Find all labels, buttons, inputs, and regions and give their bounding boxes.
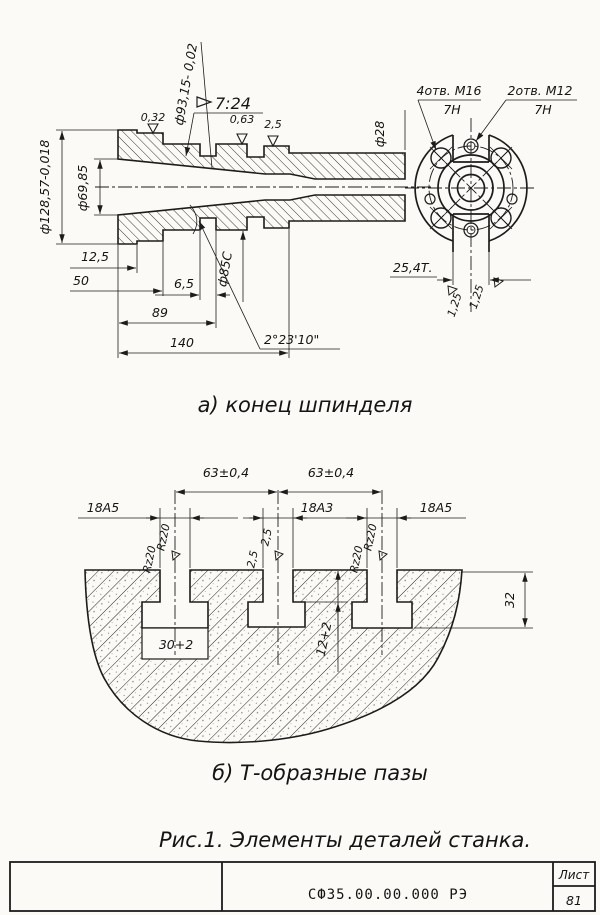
dim-label-width-left: 18А5	[86, 500, 120, 515]
flange-end-view	[390, 83, 577, 319]
sheet-label: Лист	[558, 868, 590, 882]
spindle-upper-section	[118, 130, 405, 179]
callout-m12-label: 2отв. М12	[507, 83, 573, 98]
taper-angle-leader	[199, 221, 260, 349]
dim-label-gauge-plane: ф93,15- 0,02	[170, 42, 201, 127]
title-block	[10, 862, 595, 911]
roughness-rz20-label: Rz20	[347, 544, 366, 575]
dim-label-width-right: 18А5	[419, 500, 453, 515]
dim-label-30: 30+2	[158, 637, 194, 652]
m16-hole	[490, 147, 512, 169]
sheet-number: 81	[566, 893, 582, 908]
spindle-section-view	[37, 42, 432, 358]
tslot-section-view	[78, 465, 533, 743]
roughness-triangle-icon	[494, 278, 503, 287]
dim-label-pitch-left: 63±0,4	[202, 465, 250, 480]
caption-a: а) конец шпинделя	[197, 393, 413, 417]
taper-ratio-label: 7:24	[215, 94, 251, 113]
dim-label-65: 6,5	[174, 276, 194, 291]
document-code: СФ35.00.00.000 РЭ	[307, 887, 469, 903]
roughness-032-label: 0,32	[140, 111, 166, 124]
figure-title: Рис.1. Элементы деталей станка.	[158, 828, 532, 852]
roughness-125-label: 1,25	[466, 283, 487, 311]
dim-label-32: 32	[502, 592, 517, 608]
callout-m12-fit: 7Н	[534, 102, 552, 117]
roughness-triangle-icon	[148, 124, 158, 133]
roughness-triangle-icon	[237, 134, 247, 144]
dim-label-pitch-right: 63±0,4	[307, 465, 355, 480]
roughness-rz20-label: Rz20	[361, 522, 380, 553]
dim-label-keyway: 25,4Т.	[393, 260, 433, 275]
roughness-triangle-icon	[379, 551, 387, 560]
dim-label-taper-angle: 2°23'10"	[264, 332, 320, 347]
dim-label-width-mid: 18А3	[300, 500, 334, 515]
caption-b: б) Т-образные пазы	[212, 761, 428, 785]
dim-label-125: 12,5	[81, 249, 109, 264]
m16-hole	[430, 207, 452, 229]
dim-label-12: 12+2	[312, 620, 335, 658]
dim-label-50: 50	[73, 273, 89, 288]
dim-label-140: 140	[170, 335, 194, 350]
roughness-25-label: 2,5	[244, 549, 261, 570]
roughness-25-label: 2,5	[264, 118, 282, 131]
spindle-lower-section	[118, 195, 405, 244]
taper-symbol-icon	[197, 97, 211, 107]
m16-hole	[490, 207, 512, 229]
roughness-125-label: 1,25	[444, 291, 465, 319]
roughness-triangle-icon	[172, 551, 180, 560]
dim-label-89: 89	[152, 305, 168, 320]
roughness-25-label: 2,5	[258, 527, 275, 548]
roughness-rz20-label: Rz20	[154, 522, 173, 553]
title-block-frame	[10, 862, 595, 911]
callout-m16-label: 4отв. М16	[416, 83, 482, 98]
dim-label-dia85: ф85С	[214, 250, 236, 288]
m16-hole	[430, 147, 452, 169]
roughness-rz20-label: Rz20	[140, 544, 159, 575]
dim-label-dia-bore: ф69,85	[75, 164, 90, 212]
callout-m16-fit: 7Н	[443, 102, 461, 117]
roughness-triangle-icon	[268, 136, 278, 146]
roughness-triangle-icon	[275, 551, 283, 560]
dim-label-dia-flange: ф128,57-0,018	[37, 139, 52, 235]
dim-label-dia28: ф28	[372, 120, 387, 148]
roughness-063-label: 0,63	[229, 113, 255, 126]
callout-m16-leader	[418, 100, 436, 150]
